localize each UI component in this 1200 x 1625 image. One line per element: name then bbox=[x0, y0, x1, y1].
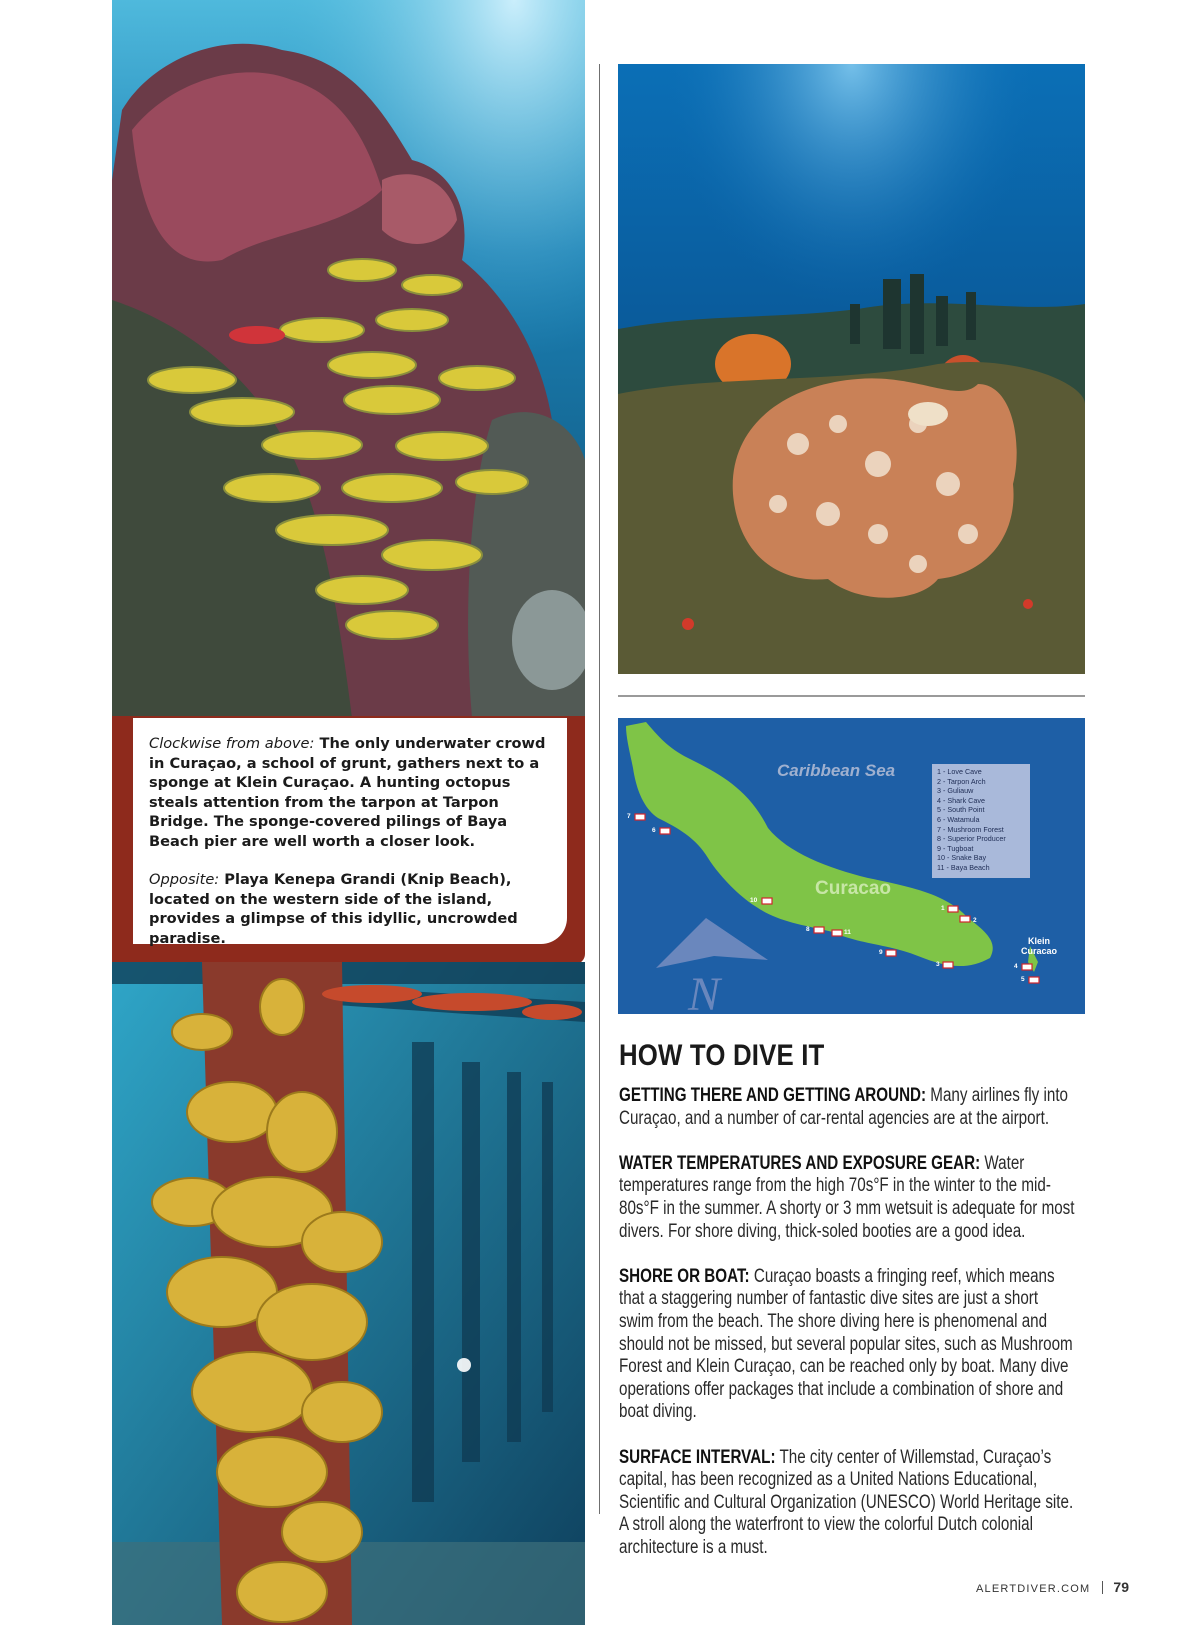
footer-site-link[interactable]: ALERTDIVER.COM bbox=[976, 1583, 1091, 1595]
map-legend bbox=[932, 764, 1030, 878]
caption-text-2: Playa Kenepa Grandi (Knip Beach), located on the western side of the island, provides a glimpse of this idyllic, uncrowded paradise. bbox=[149, 871, 518, 947]
legend-item: 11 - Baya Beach bbox=[937, 862, 990, 872]
map-island-label: Curacao bbox=[815, 878, 892, 899]
caption-paragraph-1 bbox=[149, 734, 551, 851]
site-number: 9 bbox=[879, 949, 883, 956]
site-number: 10 bbox=[750, 897, 758, 904]
legend-item: 7 - Mushroom Forest bbox=[937, 824, 1004, 834]
photo-caption bbox=[133, 718, 567, 947]
legend-item: 5 - South Point bbox=[937, 805, 985, 815]
dive-site-map bbox=[618, 718, 1085, 1014]
article-paragraph bbox=[619, 1153, 1077, 1243]
site-number: 1 bbox=[941, 905, 945, 912]
page-number: 79 bbox=[1113, 1579, 1129, 1595]
paragraph-heading: SHORE OR BOAT: bbox=[619, 1265, 750, 1287]
paragraph-text: Water temperatures range from the high 70s°F in the winter to the mid-80s°F in the summer. A shorty or 3 mm wetsuit is adequate for most divers. For shore diving, thick-soled booties are a good idea. bbox=[619, 1152, 1075, 1242]
article-body bbox=[619, 1085, 1077, 1582]
site-number: 2 bbox=[973, 917, 977, 924]
site-number: 6 bbox=[652, 827, 656, 834]
legend-item: 10 - Snake Bay bbox=[937, 853, 987, 863]
caption-text-1: The only underwater crowd in Curaçao, a school of grunt, gathers next to a sponge at Klein Curaçao. A hunting octopus steals attention from the tarpon at Tarpon Bridge. The sponge-covered pilings of Baya Beach pier are well worth a closer look. bbox=[149, 735, 546, 850]
legend-item: 8 - Superior Producer bbox=[937, 834, 1006, 844]
paragraph-text: Curaçao boasts a fringing reef, which means that a staggering number of fantastic dive sites are just a short swim from the beach. The shore diving here is phenomenal and should not be missed, but several popular sites, such as Mushroom Forest and Klein Curaçao, can be reached only by boat. Many dive operations offer packages that include a combination of shore and boat diving. bbox=[619, 1265, 1073, 1423]
paragraph-heading: GETTING THERE AND GETTING AROUND: bbox=[619, 1085, 927, 1106]
map-sea-label: Caribbean Sea bbox=[777, 761, 896, 780]
map-klein-label bbox=[1021, 936, 1057, 956]
caption-lead-2: Opposite: bbox=[149, 871, 220, 888]
photo-pier-pilings bbox=[112, 962, 585, 1625]
article-paragraph bbox=[619, 1266, 1077, 1424]
section-divider bbox=[618, 695, 1085, 697]
site-number: 8 bbox=[806, 926, 810, 933]
column-divider bbox=[599, 64, 600, 1514]
article-paragraph bbox=[619, 1085, 1077, 1130]
site-number: 11 bbox=[844, 929, 851, 936]
section-title: HOW TO DIVE IT bbox=[619, 1039, 825, 1072]
legend-item: 6 - Watamula bbox=[937, 814, 980, 824]
paragraph-text: Many airlines fly into Curaçao, and a number of car-rental agencies are at the airport. bbox=[619, 1085, 1069, 1129]
compass-n: N bbox=[688, 968, 721, 1014]
paragraph-heading: SURFACE INTERVAL: bbox=[619, 1446, 776, 1468]
paragraph-heading: WATER TEMPERATURES AND EXPOSURE GEAR: bbox=[619, 1152, 981, 1174]
site-number: 5 bbox=[1021, 976, 1025, 983]
caption-lead-1: Clockwise from above: bbox=[149, 735, 315, 752]
paragraph-text: The city center of Willemstad, Curaçao’s capital, has been recognized as a United Nations Educational, Scientific and Cultural Organization (UNESCO) World Heritage site. A stroll along the waterfront to view the colorful Dutch colonial architecture is a must. bbox=[619, 1446, 1074, 1558]
article-paragraph bbox=[619, 1447, 1077, 1560]
map-klein-label-line-1: Klein bbox=[1028, 936, 1051, 946]
footer-separator bbox=[1102, 1581, 1103, 1594]
photo-grunt-school bbox=[112, 0, 585, 718]
site-number: 7 bbox=[627, 813, 631, 820]
legend-item: 3 - Guliauw bbox=[937, 786, 974, 796]
site-number: 4 bbox=[1014, 963, 1018, 970]
caption-paragraph-2 bbox=[149, 870, 551, 948]
page-footer bbox=[976, 1579, 1129, 1597]
map-klein-label-line-2: Curacao bbox=[1021, 946, 1058, 956]
legend-item: 9 - Tugboat bbox=[937, 843, 974, 853]
legend-item: 4 - Shark Cave bbox=[937, 795, 985, 805]
photo-octopus bbox=[618, 64, 1085, 674]
legend-item: 2 - Tarpon Arch bbox=[937, 776, 986, 786]
site-number: 3 bbox=[936, 961, 940, 968]
legend-item: 1 - Love Cave bbox=[937, 767, 982, 776]
